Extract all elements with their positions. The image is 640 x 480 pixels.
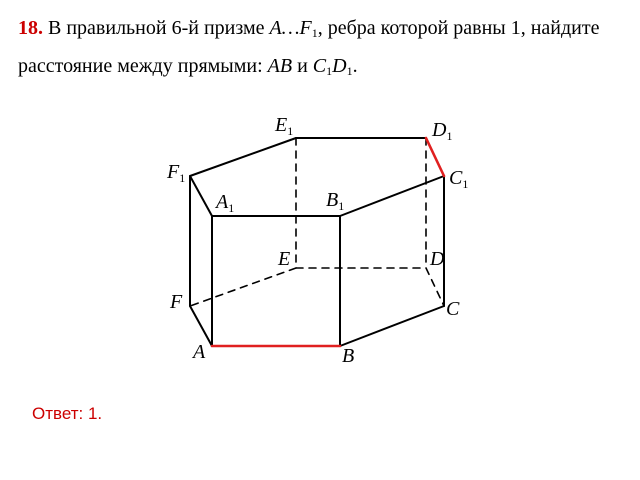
edge-f-e [190, 268, 296, 306]
label-f: F [170, 291, 183, 313]
edge-f1-e1 [190, 138, 296, 176]
problem-text-and: и [292, 55, 313, 77]
label-a: A [193, 341, 206, 363]
highlighted-edges [212, 138, 444, 346]
problem-text-end: . [352, 55, 358, 77]
prism-name: A…F1 [269, 17, 318, 40]
label-e1: $E_1$ [275, 114, 294, 138]
edge-b-c [340, 306, 444, 346]
label-f1: $F_1$ [167, 161, 186, 185]
label-b1: $B_1$ [326, 189, 345, 213]
edge-f-a [190, 306, 212, 346]
line-ab: AB [267, 55, 293, 77]
edge-d-c [426, 268, 444, 306]
label-c: C [446, 298, 460, 320]
label-e: E [278, 248, 291, 270]
problem-text-2: , ребра которой равны 1, найдите расстояние между прямыми: [18, 17, 600, 77]
label-a1: $A_1$ [216, 191, 235, 215]
edge-b1-c1 [340, 176, 444, 216]
edge-f1-a1 [190, 176, 212, 216]
visible-edges [190, 138, 444, 346]
edge-c1d1-highlight [426, 138, 444, 176]
label-c1: $C_1$ [449, 167, 469, 191]
label-d: D [430, 248, 445, 270]
answer-text: Ответ: 1. [32, 404, 103, 423]
label-d1: $D_1$ [432, 119, 453, 143]
label-b: B [342, 345, 355, 367]
line-c1d1: C1D1 [312, 55, 353, 78]
problem-text-1: В правильной 6-й призме [43, 17, 270, 39]
problem-number: 18. [18, 17, 43, 39]
